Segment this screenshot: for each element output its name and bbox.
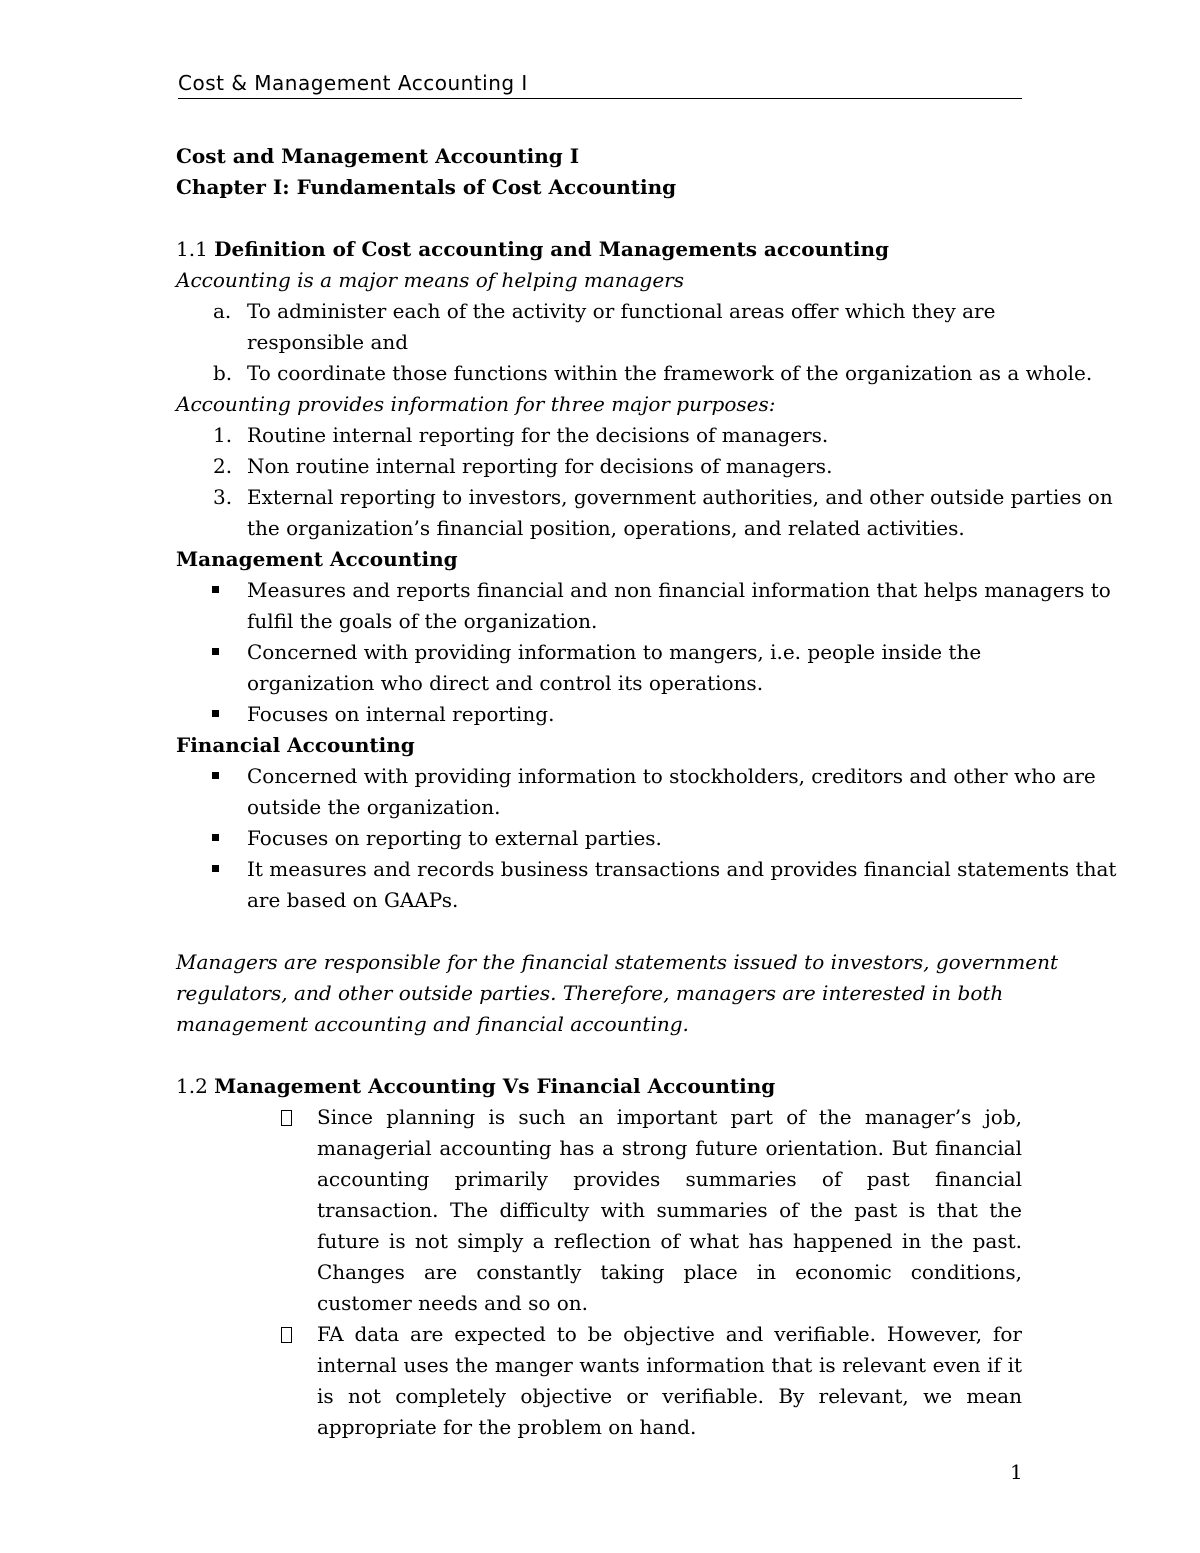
- section-1-1-heading: [176, 234, 1026, 265]
- list-marker: 2.: [213, 454, 233, 478]
- missing-glyph-bullet-icon: [281, 1327, 292, 1343]
- list-item: [176, 699, 1026, 730]
- list-item: [176, 420, 1026, 451]
- financial-accounting-heading: Financial Accounting: [176, 733, 415, 757]
- note-paragraph-line: regulators, and other outside parties. Therefore, managers are interested in both: [176, 981, 1004, 1005]
- management-accounting-heading: Management Accounting: [176, 547, 458, 571]
- document-body: [176, 141, 1117, 1443]
- intro-text: Accounting is a major means of helping managers: [176, 268, 685, 292]
- square-bullet-icon: [212, 648, 219, 655]
- list-item-line: External reporting to investors, government authorities, and other outside parties on: [247, 485, 1113, 509]
- list-item: [176, 1319, 1026, 1443]
- square-bullet-icon: [212, 834, 219, 841]
- list-item-line: To administer each of the activity or functional areas offer which they are: [247, 299, 996, 323]
- list-item-line: Concerned with providing information to stockholders, creditors and other who are: [247, 764, 1096, 788]
- square-bullet-icon: [212, 865, 219, 872]
- list-item: [176, 451, 1026, 482]
- running-header: Cost & Management Accounting I: [178, 70, 1022, 99]
- list-marker: a.: [213, 299, 232, 323]
- chapter-title: Chapter I: Fundamentals of Cost Accounting: [176, 175, 677, 199]
- square-bullet-icon: [212, 586, 219, 593]
- list-item: [176, 637, 1026, 699]
- list-item: [176, 575, 1111, 637]
- list-item-line: Measures and reports financial and non financial information that helps managers to: [247, 578, 1111, 602]
- section-title: Management Accounting Vs Financial Accounting: [214, 1074, 776, 1098]
- note-paragraph-line: Managers are responsible for the financial statements issued to investors, government: [176, 950, 1059, 974]
- note-paragraph-line: management accounting and financial accounting.: [176, 1012, 689, 1036]
- list-item: [176, 854, 1117, 916]
- missing-glyph-bullet-icon: [281, 1110, 292, 1126]
- list-item: [176, 482, 1113, 544]
- list-item: [176, 823, 1026, 854]
- square-bullet-icon: [212, 772, 219, 779]
- square-bullet-icon: [212, 710, 219, 717]
- list-item-line: fulfil the goals of the organization.: [247, 609, 598, 633]
- list-item-line: It measures and records business transactions and provides financial statements that: [247, 857, 1117, 881]
- section-1-2-heading: [176, 1071, 1026, 1102]
- section-title: Definition of Cost accounting and Managements accounting: [214, 237, 890, 261]
- section-number: 1.1: [176, 237, 208, 261]
- list-item-line: responsible and: [247, 330, 409, 354]
- list-item-line: organization who direct and control its operations.: [247, 671, 764, 695]
- list-item-line: Routine internal reporting for the decisions of managers.: [247, 423, 829, 447]
- list-marker: 1.: [213, 423, 233, 447]
- list-item: [176, 761, 1096, 823]
- list-item-line: Focuses on internal reporting.: [247, 702, 555, 726]
- list-marker: b.: [213, 361, 233, 385]
- list-item-line: are based on GAAPs.: [247, 888, 459, 912]
- list-item-paragraph: FA data are expected to be objective and verifiable. However, for internal uses the manger wants information that is relevant even if it is not completely objective or verifiable. By relevant, we mean appropriate for the problem on hand.: [317, 1322, 1022, 1439]
- page-number: 1: [1010, 1460, 1023, 1484]
- list-marker: 3.: [213, 485, 233, 509]
- section-number: 1.2: [176, 1074, 208, 1098]
- list-item: [176, 296, 1026, 358]
- list-item: [176, 358, 1093, 389]
- document-title: Cost and Management Accounting I: [176, 144, 580, 168]
- intro-text: Accounting provides information for three major purposes:: [176, 392, 776, 416]
- list-item-line: Focuses on reporting to external parties.: [247, 826, 662, 850]
- list-item-paragraph: Since planning is such an important part of the manager’s job, managerial accounting has a strong future orientation. But financial accounting primarily provides summaries of past financial transaction. The difficulty with summaries of the past is that the future is not simply a reflection of what has happened in the past. Changes are constantly taking place in economic conditions, customer needs and so on.: [317, 1105, 1022, 1315]
- list-item-line: To coordinate those functions within the framework of the organization as a whole.: [247, 361, 1093, 385]
- list-item-line: outside the organization.: [247, 795, 501, 819]
- list-item: [176, 1102, 1026, 1319]
- list-item-line: the organization’s financial position, operations, and related activities.: [247, 516, 965, 540]
- list-item-line: Non routine internal reporting for decisions of managers.: [247, 454, 833, 478]
- list-item-line: Concerned with providing information to mangers, i.e. people inside the: [247, 640, 982, 664]
